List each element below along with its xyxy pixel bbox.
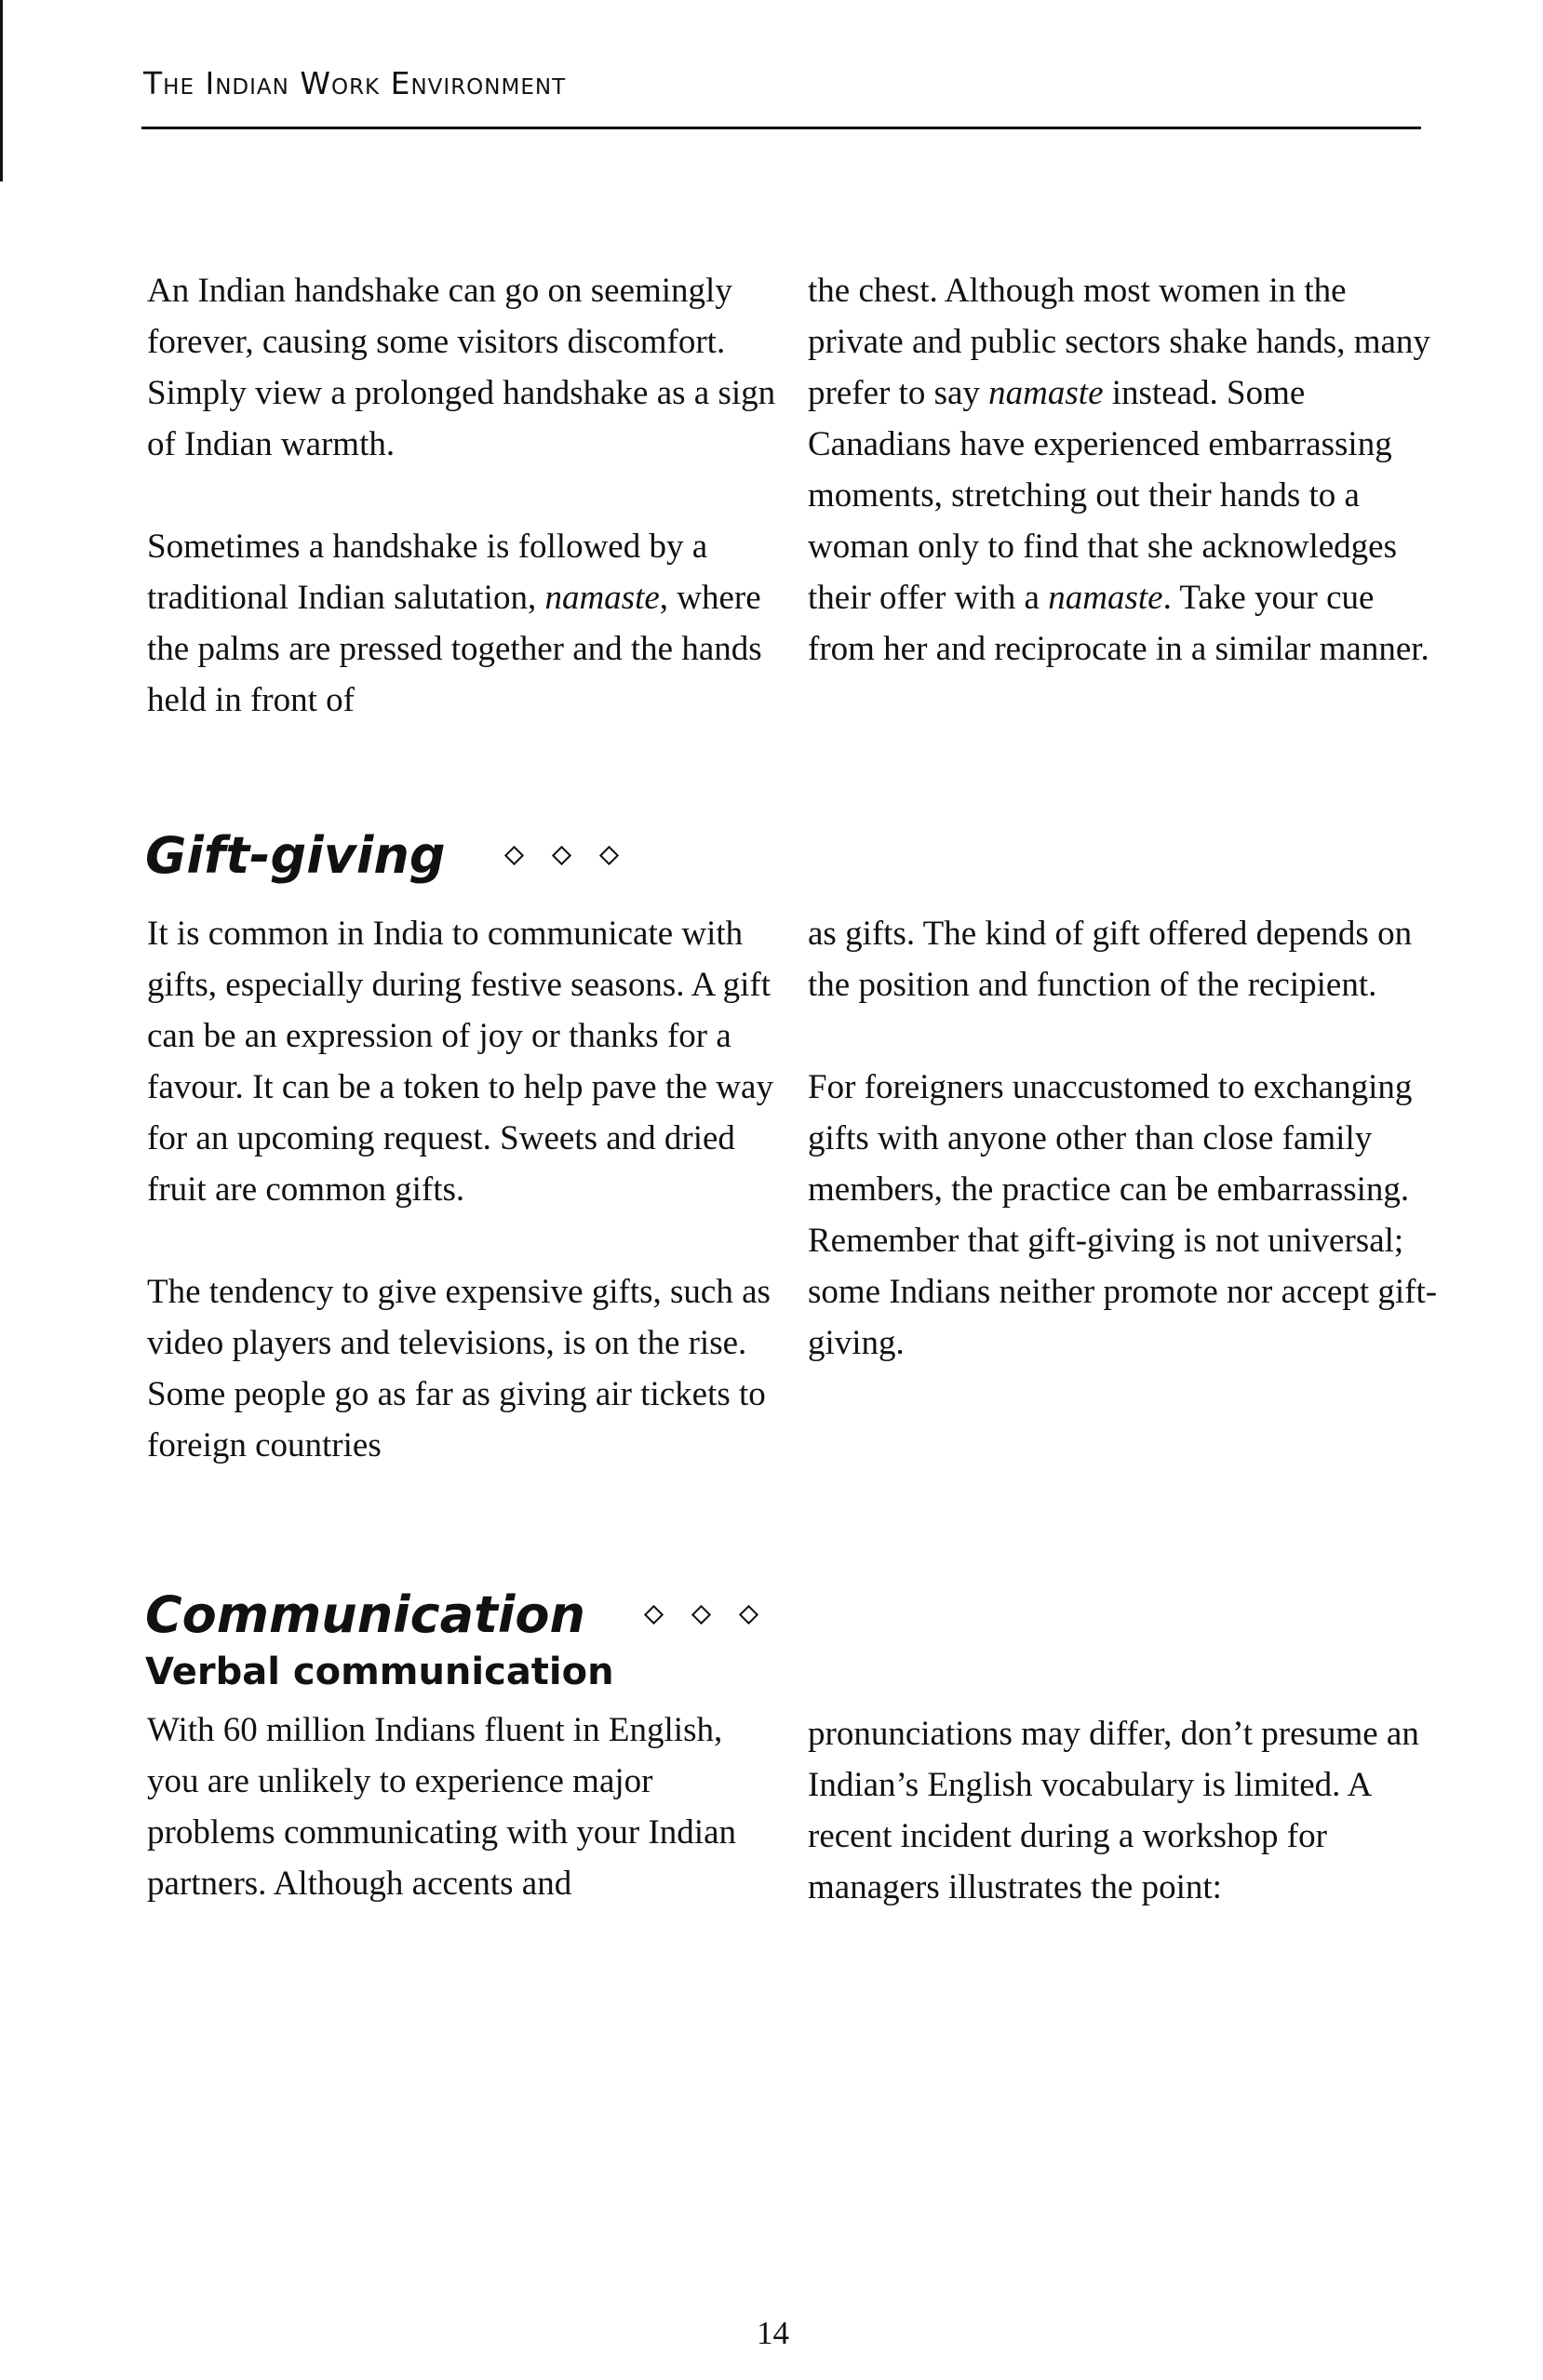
page-number: 14 — [757, 2315, 789, 2351]
communication-column-right — [808, 1708, 1441, 1913]
page-edge-mark — [0, 0, 3, 181]
italic-term: namaste — [988, 374, 1104, 412]
text-run: For foreigners unaccustomed to exchanging gifts with anyone other than close family members, the practice can be embarrassing. Remember that gift-giving is not universal; some Indians neither promote nor accept gift-giving. — [808, 1068, 1438, 1362]
text-run: as gifts. The kind of gift offered depends on the position and function of the recipient. — [808, 915, 1413, 1004]
body-paragraph — [147, 908, 780, 1215]
subheading-verbal-communication: Verbal communication — [145, 1651, 614, 1693]
body-paragraph — [147, 521, 780, 726]
diamond-icon — [644, 1605, 664, 1625]
italic-term: namaste — [1048, 579, 1163, 617]
body-paragraph — [808, 908, 1441, 1010]
diamond-icon — [503, 846, 523, 865]
gift-giving-column-right — [808, 908, 1441, 1369]
section-title-communication — [145, 1585, 756, 1644]
section-title-text: Gift-giving — [145, 826, 446, 885]
diamond-icon — [739, 1605, 758, 1625]
text-run: Sometimes a handshake is followed by a traditional Indian salutation, — [147, 528, 708, 617]
body-paragraph — [147, 1266, 780, 1471]
text-run: The tendency to give expensive gifts, such as video players and televisions, is on the rise. Some people go as far as giving air tickets to foreign countries — [147, 1273, 771, 1464]
diamond-icon — [598, 846, 618, 865]
section-title-text: Communication — [145, 1585, 585, 1644]
gift-giving-column-left — [147, 908, 780, 1471]
diamond-icon — [551, 846, 570, 865]
text-run: With 60 million Indians fluent in English, you are unlikely to experience major problems communicating with your Indian partners. Although accents and — [147, 1711, 736, 1903]
italic-term: namaste — [544, 579, 660, 617]
body-paragraph — [147, 265, 780, 470]
running-head: The Indian Work Environment — [143, 65, 567, 101]
text-run: An Indian handshake can go on seemingly forever, causing some visitors discomfort. Simply view a prolonged handshake as a sign of Indian warmth. — [147, 272, 776, 463]
diamond-icon — [691, 1605, 711, 1625]
section-title-gift-giving — [145, 826, 616, 885]
body-paragraph — [808, 1062, 1441, 1369]
text-run: pronunciations may differ, don’t presume an Indian’s English vocabulary is limited. A recent incident during a workshop for managers illustrates the point: — [808, 1715, 1419, 1906]
section-ornament — [647, 1608, 756, 1622]
communication-column-left — [147, 1705, 780, 1909]
text-run: the chest. Although most women in the private and public sectors shake hands, many prefer to say — [808, 272, 1430, 412]
handshake-column-left — [147, 265, 780, 726]
text-run: It is common in India to communicate with gifts, especially during festive seasons. A gift can be an expression of joy or thanks for a favour. It can be a token to help pave the way for an upcoming request. Sweets and dried fruit are common gifts. — [147, 915, 773, 1209]
body-paragraph — [808, 265, 1441, 675]
section-ornament — [507, 849, 616, 862]
handshake-column-right — [808, 265, 1441, 675]
text-run: . Take your cue from her and reciprocate in a similar manner. — [808, 579, 1429, 668]
text-run: instead. Some Canadians have experienced embarrassing moments, stretching out their hands to a woman only to find that she acknowledges their offer with a — [808, 374, 1397, 617]
body-paragraph — [808, 1708, 1441, 1913]
header-rule — [141, 127, 1421, 129]
body-paragraph — [147, 1705, 780, 1909]
text-run: , where the palms are pressed together and the hands held in front of — [147, 579, 762, 719]
